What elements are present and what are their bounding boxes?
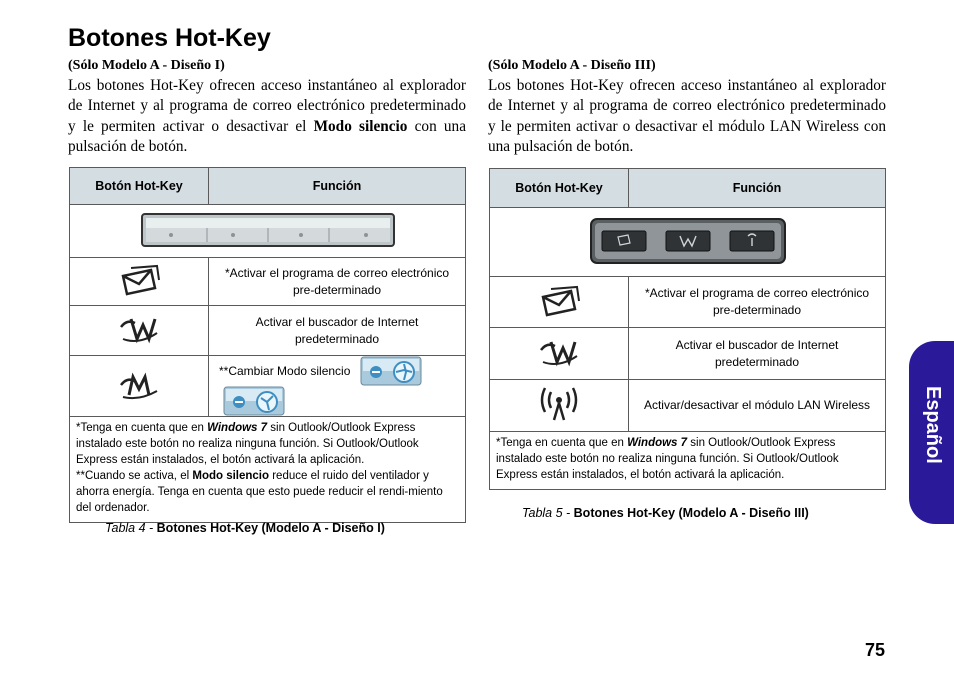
web-icon xyxy=(70,306,209,356)
hotkey-table-design-1 xyxy=(69,167,466,523)
mail-icon xyxy=(70,258,209,306)
column-header-function: Función xyxy=(629,169,886,208)
language-tab: Español xyxy=(909,341,954,524)
button-strip-image xyxy=(70,205,466,258)
left-subtitle: (Sólo Modelo A - Diseño I) xyxy=(68,58,225,73)
table-row xyxy=(490,328,886,380)
column-header-function: Función xyxy=(209,168,466,205)
wireless-icon xyxy=(490,380,629,432)
column-header-button: Botón Hot-Key xyxy=(70,168,209,205)
function-text: Activar el buscador de Internet predeterminado xyxy=(629,328,886,380)
function-text: *Activar el programa de correo electrónico pre-determinado xyxy=(629,277,886,328)
silent-mode-icon xyxy=(70,356,209,417)
hotkey-table-design-3 xyxy=(489,168,886,490)
hotkey-strip-design-1-icon xyxy=(141,213,395,247)
web-icon xyxy=(490,328,629,380)
function-text: Activar el buscador de Internet predeterminado xyxy=(209,306,466,356)
table-note: *Tenga en cuenta que en Windows 7 sin Outlook/Outlook Express instalado este botón no realiza ninguna función. Si Outlook/Outlook Express están instalados, el botón activará la aplicación. **Cuando se activa, el Modo silencio reduce el ruido del ventilador y ahorra energía. Tenga en cuenta que esto puede reducir el rendi-miento del ordenador. xyxy=(70,417,466,523)
hotkey-strip-design-3-icon xyxy=(590,218,786,264)
button-strip-image xyxy=(490,208,886,277)
right-column xyxy=(488,57,886,158)
table-row xyxy=(70,306,466,356)
page-title: Botones Hot-Key xyxy=(68,24,271,52)
table-row xyxy=(490,380,886,432)
table-row xyxy=(70,356,466,417)
function-text: **Cambiar Modo silencio xyxy=(219,364,351,378)
left-column xyxy=(68,57,466,158)
function-text: *Activar el programa de correo electrónico pre-determinado xyxy=(209,258,466,306)
right-subtitle: (Sólo Modelo A - Diseño III) xyxy=(488,58,656,73)
table-caption-4: Tabla 4 - Botones Hot-Key (Modelo A - Diseño I) xyxy=(105,521,385,535)
silent-mode-off-icon xyxy=(360,356,422,386)
table-row xyxy=(70,258,466,306)
column-header-button: Botón Hot-Key xyxy=(490,169,629,208)
right-paragraph: Los botones Hot-Key ofrecen acceso instantáneo al explorador de Internet y al programa de correo electrónico predeterminado y le permiten activar o desactivar el módulo LAN Wireless con una pulsación de botón. xyxy=(488,77,886,156)
page-number: 75 xyxy=(865,640,886,660)
silent-mode-on-icon xyxy=(223,386,285,416)
mail-icon xyxy=(490,277,629,328)
table-note: *Tenga en cuenta que en Windows 7 sin Outlook/Outlook Express instalado este botón no realiza ninguna función. Si Outlook/Outlook Express están instalados, el botón activará la aplicación. xyxy=(490,432,886,490)
function-text: Activar/desactivar el módulo LAN Wireless xyxy=(629,380,886,432)
left-paragraph: Los botones Hot-Key ofrecen acceso instantáneo al explorador de Internet y al programa de correo electrónico predeterminado y le permiten activar o desactivar el Modo silencio con una pulsación de botón. xyxy=(68,77,466,156)
table-row xyxy=(490,277,886,328)
table-caption-5: Tabla 5 - Botones Hot-Key (Modelo A - Diseño III) xyxy=(522,506,809,520)
